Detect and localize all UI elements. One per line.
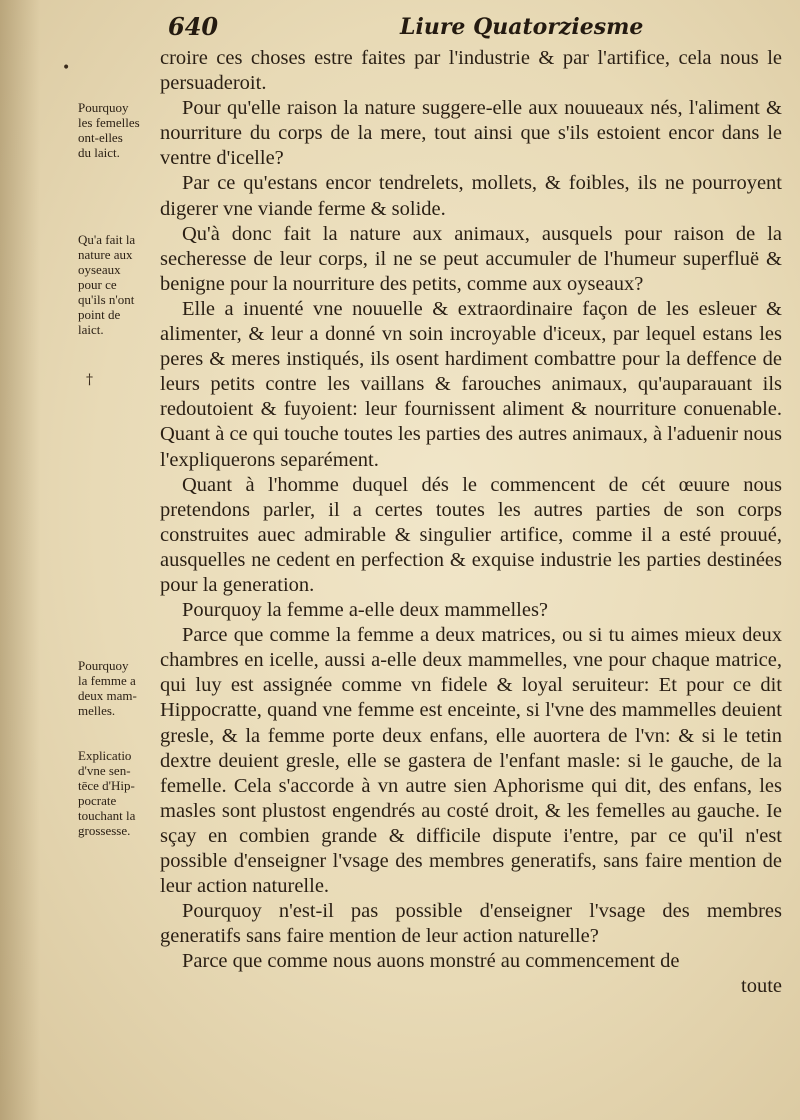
page-header bbox=[168, 12, 728, 42]
page-number: 640 bbox=[168, 12, 219, 41]
paragraph: Par ce qu'estans encor tendrelets, mollets, & foibles, ils ne pourroyent digerer vne viande ferme & solide. bbox=[160, 172, 782, 220]
paragraph: Parce que comme la femme a deux matrices, ou si tu aimes mieux deux chambres en icelle, aussi a-elle deux mammelles, vne pour chaque matrice, qui luy est assignée comme vn fidele & loyal seruiteur: Et pour ce dit Hippocratte, quand vne femme est enceinte, si l'vne des mammelles deuient gresle, & la femme porte deux enfans, elle auortera de l'vn: & si le tetin dextre deuient gresle, elle se gastera de l'enfant masle: si le gauche, de la femelle. Cela s'accorde à vn autre sien Aphorisme qui dit, des enfans, les masles sont plustost engendrés au costé droit, & les femelles au gauche. Ie sçay en combien grande & difficile dispute i'entre, par ce qu'il n'est possible d'enseigner l'vsage des membres generatifs, sans faire mention de leur action naturelle. bbox=[160, 624, 782, 898]
margin-note: Pourquoy la femme a deux mam- melles. bbox=[78, 658, 137, 718]
paragraph: Qu'à donc fait la nature aux animaux, ausquels pour raison de la secheresse de leur corps, il ne se peut accumuler de l'humeur superfluë & benigne pour la nourriture des petits, comme aux oyseaux? bbox=[160, 222, 782, 295]
paragraph: croire ces choses estre faites par l'industrie & par l'artifice, cela nous le persuaderoit. bbox=[160, 47, 782, 95]
paragraph: Parce que comme nous auons monstré au commencement de bbox=[182, 950, 680, 973]
running-head: Liure Quatorziesme bbox=[400, 14, 644, 40]
paragraph: Pourquoy n'est-il pas possible d'enseigner l'vsage des membres generatifs sans faire mention de leur action naturelle? bbox=[160, 900, 782, 948]
margin-note: Pourquoy les femelles ont-elles du laict. bbox=[78, 100, 140, 160]
margin-note: Explicatio d'vne sen- tēce d'Hip- pocrate touchant la grossesse. bbox=[78, 748, 136, 838]
ink-dot-mark: • bbox=[62, 60, 71, 76]
paragraph: Pourquoy la femme a-elle deux mammelles? bbox=[182, 599, 549, 622]
ink-dagger-mark: † bbox=[86, 372, 93, 388]
body-text bbox=[160, 46, 782, 1000]
paragraph: Quant à l'homme duquel dés le commencent de cét œuure nous pretendons parler, il a certes toutes les autres parties de son corps construites auec admirable & singulier artifice, comme il a esté prouué, ausquelles ne cedent en perfection & exquise industrie les parties destinées pour la generation. bbox=[160, 473, 782, 596]
catchword: toute bbox=[741, 975, 782, 998]
paragraph: Pour qu'elle raison la nature suggere-elle aux nouueaux nés, l'aliment & nourriture du corps de la mere, tout ainsi que s'ils estoient encor dans le ventre d'icelle? bbox=[160, 97, 782, 170]
margin-note: Qu'a fait la nature aux oyseaux pour ce qu'ils n'ont point de laict. bbox=[78, 232, 136, 337]
paragraph: Elle a inuenté vne nouuelle & extraordinaire façon de les esleuer & alimenter, & leur a donné vn soin incroyable d'iceux, par lequel estans les peres & meres instiqués, ils osent hardiment combattre pour la deffence de leurs petits contre les vaillans & farouches animaux, qu'auparauant ils redoutoient & fuyoient: leur fournissent aliment & nourriture conuenable. Quant à ce qui touche toutes les parties des autres animaux, à l'aduenir nous l'expliquerons separément. bbox=[160, 297, 782, 471]
